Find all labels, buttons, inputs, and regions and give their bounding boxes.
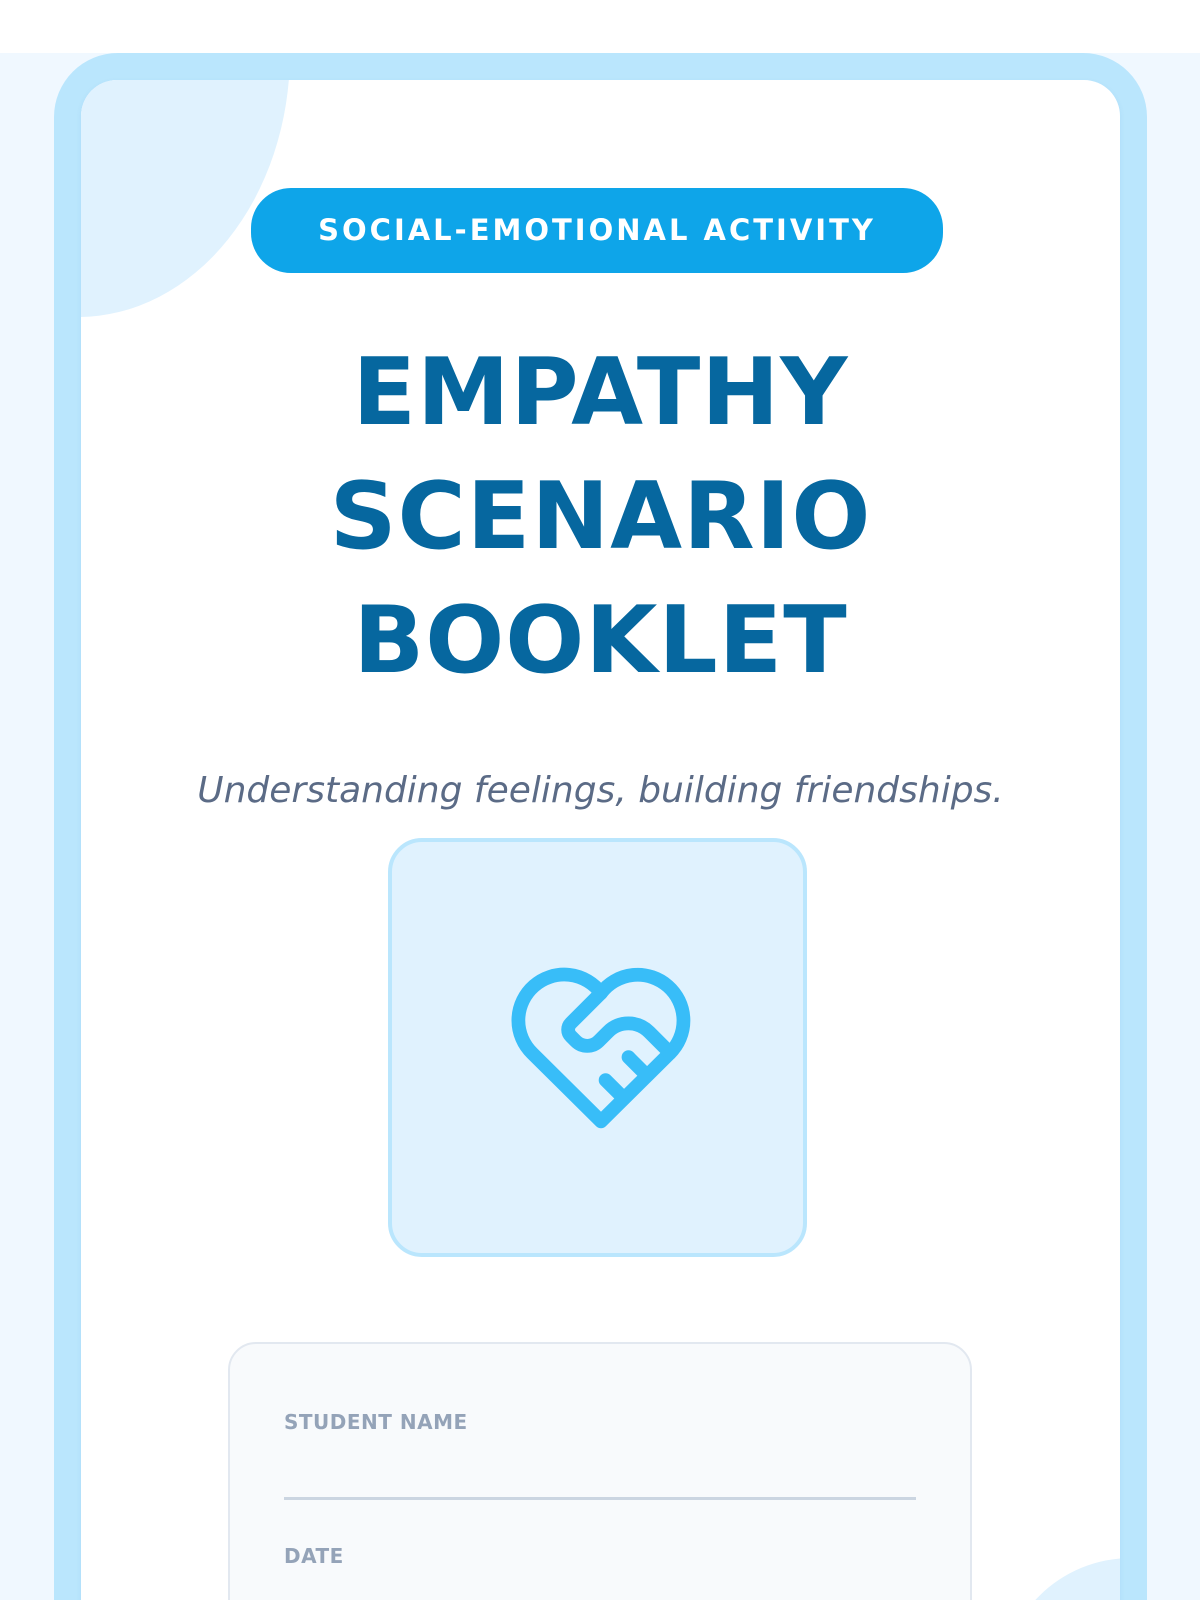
- student-name-field[interactable]: [284, 1497, 916, 1500]
- heart-handshake-icon: [476, 938, 726, 1158]
- page-background: [0, 53, 1200, 1600]
- booklet-title: [81, 330, 1120, 702]
- title-line-2: SCENARIO: [329, 462, 872, 570]
- title-line-1: EMPATHY: [352, 338, 849, 446]
- decorative-circle-bottom-right: [1001, 1558, 1120, 1600]
- title-line-3: BOOKLET: [353, 586, 848, 694]
- date-label: DATE: [284, 1544, 344, 1568]
- top-margin: [0, 0, 1200, 53]
- booklet-subtitle: Understanding feelings, building friendships.: [197, 770, 1004, 811]
- student-name-label: STUDENT NAME: [284, 1410, 468, 1434]
- decorative-circle-top-left: [81, 80, 290, 317]
- activity-badge: SOCIAL-EMOTIONAL ACTIVITY: [251, 188, 943, 273]
- illustration-box: [388, 838, 807, 1257]
- booklet-cover: [81, 80, 1120, 1600]
- student-info-form: [228, 1342, 972, 1600]
